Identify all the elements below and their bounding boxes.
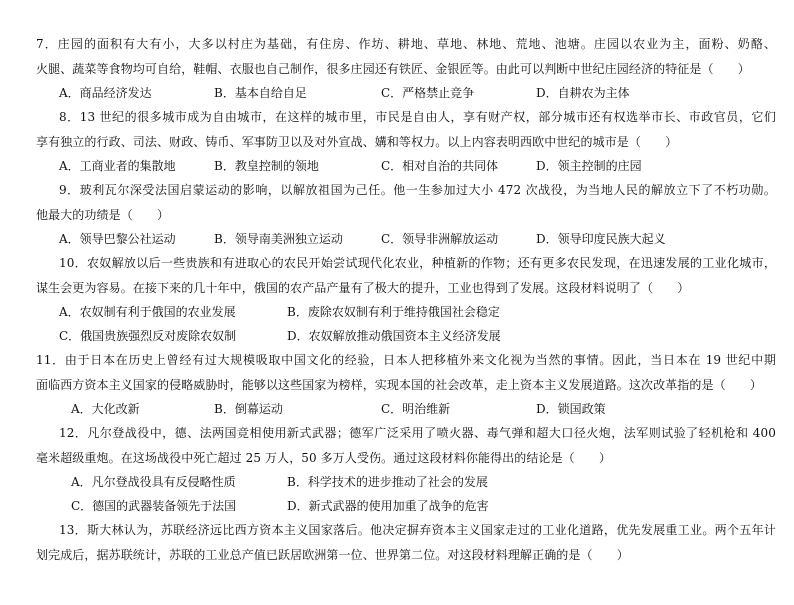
question-12-option-d: D．新式武器的使用加重了战争的危害 [287, 499, 489, 513]
question-10-line-1: 10．农奴解放以后一些贵族和有进取心的农民开始尝试现代化农业，种植新的作物；还有更多农民发现，在迅速发展的工业化城市， [59, 256, 776, 270]
question-11-option-b: B．倒幕运动 [214, 402, 283, 416]
question-11-option-d: D．锁国政策 [536, 402, 606, 416]
question-12-line-1: 12．凡尔登战役中，德、法两国竞相使用新式武器；德军广泛采用了喷火器、毒气弹和超大口径火炮，法军则试验了轻机枪和 400 [59, 426, 776, 440]
question-12-option-b: B．科学技术的进步推动了社会的发展 [287, 475, 488, 489]
question-12-option-c: C．德国的武器装备领先于法国 [71, 499, 237, 513]
question-13-line-1: 13．斯大林认为，苏联经济远比西方资本主义国家落后。他决定摒弃资本主义国家走过的工业化道路，优先发展重工业。两个五年计 [59, 523, 776, 537]
question-10-option-d: D．农奴解放推动俄国资本主义经济发展 [287, 329, 501, 343]
question-8-line-1: 8．13 世纪的很多城市成为自由城市，在这样的城市里，市民是自由人，享有财产权，部分城市还有权选举市长、市政官员，它们 [59, 110, 776, 124]
question-9-line-1: 9．玻利瓦尔深受法国启蒙运动的影响，以解放祖国为己任。他一生参加过大小 472 次战役，为当地人民的解放立下了不朽功勋。 [59, 183, 776, 197]
question-8-line-2: 享有独立的行政、司法、财政、铸币、军事防卫以及对外宣战、媾和等权力。以上内容表明西欧中世纪的城市是（ ） [36, 135, 678, 149]
question-9-option-b: B．领导南美洲独立运动 [214, 232, 343, 246]
question-8-option-b: B．教皇控制的领地 [214, 159, 319, 173]
question-9-option-c: C．领导非洲解放运动 [381, 232, 499, 246]
question-12-option-a: A．凡尔登战役具有反侵略性质 [71, 475, 236, 489]
question-11-line-2: 面临西方资本主义国家的侵略威胁时，能够以这些国家为榜样，实现本国的社会改革，走上资本主义发展道路。这次改革指的是（ ） [36, 378, 763, 392]
question-7-line-1: 7．庄园的面积有大有小，大多以村庄为基础，有住房、作坊、耕地、草地、林地、荒地、池塘。庄园以农业为主，面粉、奶酪、 [36, 37, 776, 51]
question-10-option-c: C．俄国贵族强烈反对废除农奴制 [59, 329, 237, 343]
question-12-line-2: 毫米超级重炮。在这场战役中死亡超过 25 万人，50 多万人受伤。通过这段材料你能得出的结论是（ ） [36, 451, 612, 465]
question-9-option-a: A．领导巴黎公社运动 [59, 232, 176, 246]
question-11-line-1: 11．由于日本在历史上曾经有过大规模吸取中国文化的经验，日本人把移植外来文化视为当然的事情。因此，当日本在 19 世纪中期 [36, 353, 776, 367]
question-10-line-2: 谋生会更为容易。在接下来的几十年中，俄国的农产品产量有了极大的提升，工业也得到了发展。这段材料说明了（ ） [36, 281, 690, 295]
question-7-option-b: B．基本自给自足 [214, 86, 307, 100]
question-11-option-c: C．明治维新 [381, 402, 451, 416]
question-7-option-c: C．严格禁止竞争 [381, 86, 475, 100]
question-9-option-d: D．领导印度民族大起义 [536, 232, 666, 246]
question-8-option-d: D．领主控制的庄园 [536, 159, 642, 173]
question-8-option-c: C．相对自治的共同体 [381, 159, 499, 173]
question-13-line-2: 划完成后，据苏联统计，苏联的工业总产值已跃居欧洲第一位、世界第二位。对这段材料理解正确的是（ ） [36, 548, 629, 562]
question-7-option-a: A．商品经济发达 [59, 86, 152, 100]
question-9-line-2: 他最大的功绩是（ ） [36, 208, 170, 222]
question-11-option-a: A．大化改新 [71, 402, 140, 416]
question-10-option-b: B．废除农奴制有利于维持俄国社会稳定 [287, 305, 500, 319]
question-10-option-a: A．农奴制有利于俄国的农业发展 [59, 305, 236, 319]
question-7-option-d: D．自耕农为主体 [536, 86, 630, 100]
question-8-option-a: A．工商业者的集散地 [59, 159, 176, 173]
question-7-line-2: 火腿、蔬菜等食物均可自给，鞋帽、衣服也自己制作，很多庄园还有铁匠、金银匠等。由此可以判断中世纪庄园经济的特征是（ ） [36, 62, 750, 76]
